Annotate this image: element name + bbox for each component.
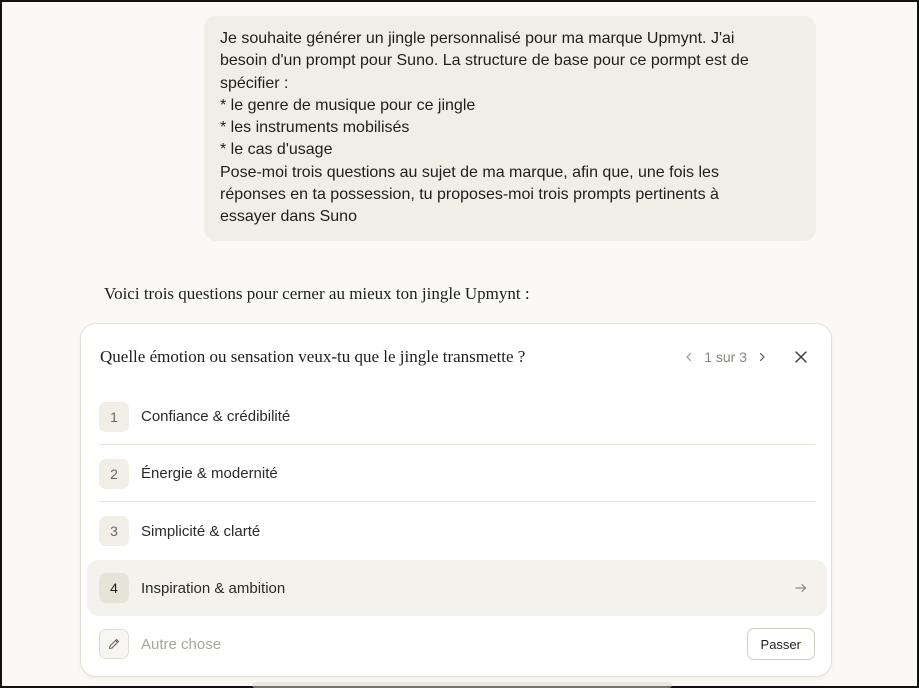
pencil-icon	[99, 629, 129, 659]
assistant-intro-text: Voici trois questions pour cerner au mieux ton jingle Upmynt :	[104, 284, 530, 303]
user-message-line: spécifier :	[220, 74, 289, 92]
close-icon[interactable]	[791, 347, 811, 367]
option-4[interactable]	[87, 560, 827, 616]
user-message-line: * le genre de musique pour ce jingle	[220, 96, 476, 114]
hidden-text-line	[252, 682, 672, 688]
option-number: 2	[99, 459, 129, 489]
option-label: Inspiration & ambition	[141, 579, 286, 597]
chevron-right-icon[interactable]	[755, 350, 769, 364]
user-message-line: essayer dans Suno	[220, 208, 357, 226]
option-number: 3	[99, 516, 129, 546]
other-answer-input[interactable]	[141, 636, 701, 653]
question-pager	[682, 349, 769, 365]
chevron-left-icon[interactable]	[682, 350, 696, 364]
skip-button[interactable]: Passer	[747, 628, 815, 660]
option-number: 4	[99, 573, 129, 603]
pager-text: 1 sur 3	[704, 349, 747, 365]
option-label: Énergie & modernité	[141, 465, 278, 482]
option-2[interactable]	[99, 446, 815, 502]
option-3[interactable]	[99, 503, 815, 559]
user-message-line: Je souhaite générer un jingle personnalisé pour ma marque Upmynt. J'ai	[220, 30, 735, 47]
question-card	[80, 323, 832, 677]
option-label: Simplicité & clarté	[141, 522, 261, 540]
option-1[interactable]	[99, 389, 815, 445]
user-message-line: * les instruments mobilisés	[220, 119, 410, 137]
question-title: Quelle émotion ou sensation veux-tu que le jingle transmette ?	[100, 347, 526, 366]
arrow-right-icon	[793, 580, 809, 596]
option-label: Confiance & crédibilité	[141, 408, 291, 425]
option-number: 1	[99, 402, 129, 432]
partially-hidden-text	[252, 678, 672, 688]
user-message-line: * le cas d'usage	[220, 141, 333, 159]
user-message-line: Pose-moi trois questions au sujet de ma marque, afin que, une fois les	[220, 163, 719, 181]
user-message-line: besoin d'un prompt pour Suno. La structure de base pour ce pormpt est de	[220, 52, 749, 70]
user-message-line: réponses en ta possession, tu proposes-moi trois prompts pertinents à	[220, 186, 719, 204]
other-answer-row	[99, 623, 815, 665]
user-message-bubble	[204, 16, 816, 241]
